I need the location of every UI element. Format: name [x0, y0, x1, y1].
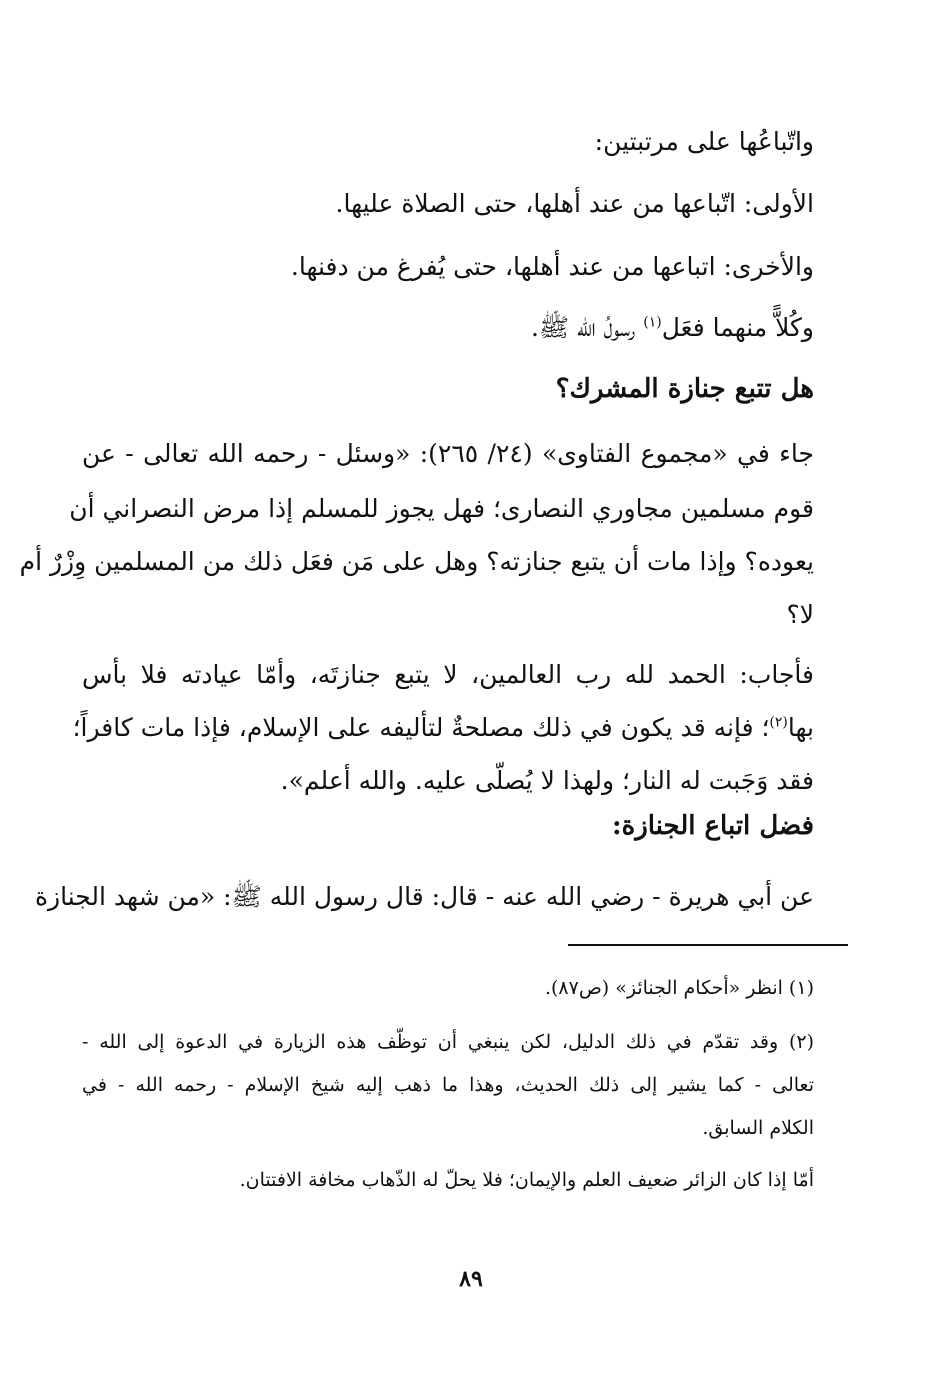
footnote: الكلام السابق.	[702, 1117, 814, 1139]
body-line: قوم مسلمين مجاوري النصارى؛ فهل يجوز للمسلم إذا مرض النصراني أن	[69, 494, 814, 523]
body-line	[72, 711, 814, 745]
body-text: وكُلاًّ منهما فعَل	[661, 313, 814, 342]
body-line: الأولى: اتّباعها من عند أهلها، حتى الصلاة عليها.	[335, 189, 814, 218]
body-line: فقد وَجَبت له النار؛ ولهذا لا يُصلّى عليه. والله أعلم».	[280, 766, 814, 795]
body-line: يعوده؟ وإذا مات أن يتبع جنازته؟ وهل على مَن فعَل ذلك من المسلمين وِزْرٌ أم	[19, 547, 814, 576]
footnote: تعالى - كما يشير إلى ذلك الحديث، وهذا ما ذهب إليه شيخ الإسلام - رحمه الله - في	[82, 1074, 814, 1096]
body-text: بها	[787, 713, 814, 742]
footnote: أمّا إذا كان الزائر ضعيف العلم والإيمان؛ فلا يحلّ له الذّهاب مخافة الافتتان.	[239, 1169, 814, 1191]
section-heading: فضل اتباع الجنازة:	[612, 811, 814, 841]
section-heading: هل تتبع جنازة المشرك؟	[555, 374, 814, 404]
body-text: ؛ فإنه قد يكون في ذلك مصلحةٌ لتأليفه على الإسلام، فإذا مات كافراً؛	[72, 713, 770, 742]
body-line: لا؟	[786, 600, 814, 629]
footnote-ref: (٢)	[769, 714, 788, 731]
body-line: واتّباعُها على مرتبتين:	[594, 127, 814, 156]
footnote-separator	[568, 944, 848, 946]
page-number: ٨٩	[459, 1266, 483, 1292]
body-line: جاء في «مجموع الفتاوى» (٢٤/ ٢٦٥): «وسئل - رحمه الله تعالى - عن	[82, 439, 814, 468]
body-line: والأخرى: اتباعها من عند أهلها، حتى يُفرغ من دفنها.	[290, 252, 814, 281]
footnote: (١) انظر «أحكام الجنائز» (ص٨٧).	[544, 977, 814, 999]
body-text: رسولُ الله ﷺ.	[530, 313, 644, 342]
body-line: عن أبي هريرة - رضي الله عنه - قال: قال رسول الله ﷺ: «من شهد الجنازة	[34, 882, 814, 911]
body-line: فأجاب: الحمد لله رب العالمين، لا يتبع جنازتَه، وأمّا عيادته فلا بأس	[82, 660, 814, 689]
footnote: (٢) وقد تقدّم في ذلك الدليل، لكن ينبغي أن توظّف هذه الزيارة في الدعوة إلى الله -	[82, 1031, 814, 1053]
body-line	[531, 311, 814, 345]
footnote-ref: (١)	[643, 314, 662, 331]
